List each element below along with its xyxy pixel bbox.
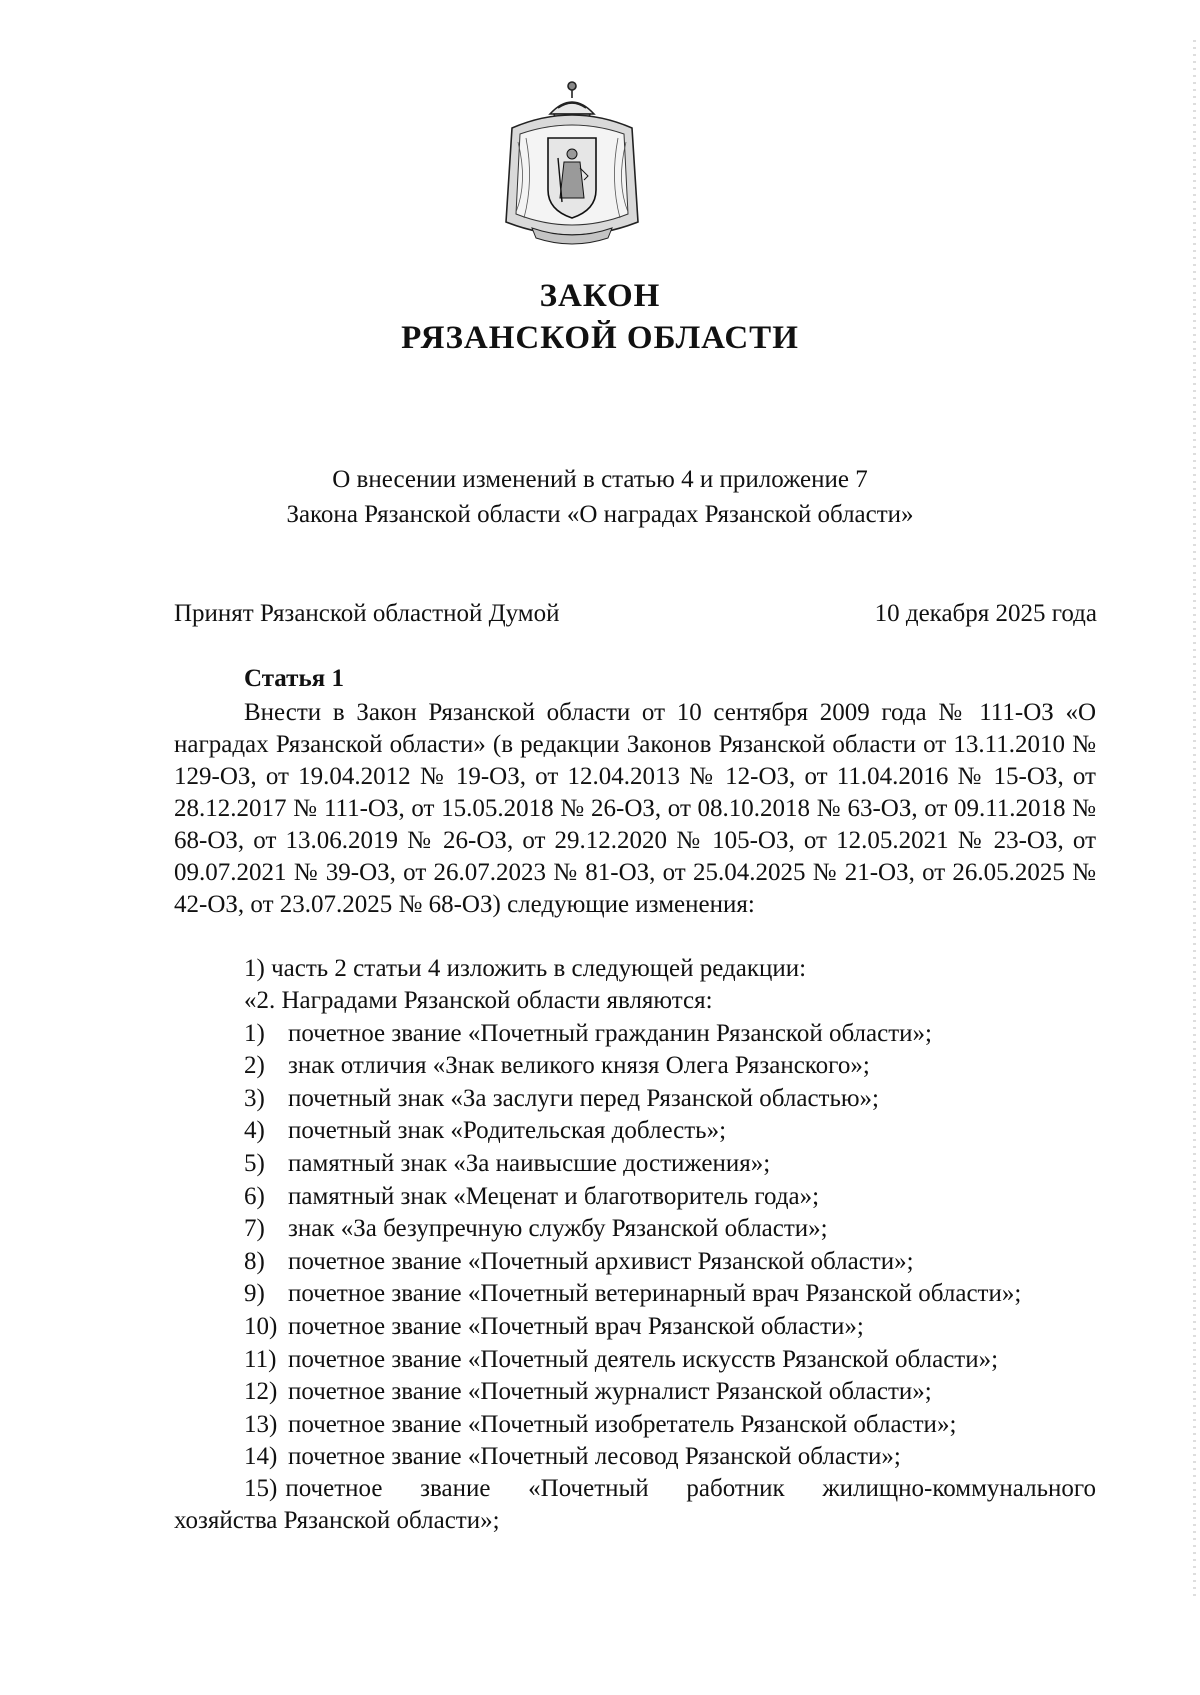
law-title-line-1: ЗАКОН bbox=[539, 278, 661, 314]
award-number: 9) bbox=[244, 1280, 265, 1308]
award-15-first-line bbox=[174, 1473, 1096, 1505]
award-number: 8) bbox=[244, 1247, 265, 1275]
article-intro bbox=[174, 697, 1096, 921]
list-item bbox=[244, 1344, 1021, 1377]
award-15 bbox=[174, 1473, 1096, 1537]
article-title: Статья 1 bbox=[244, 665, 344, 692]
award-number: 3) bbox=[244, 1084, 265, 1112]
award-text: почетное звание «Почетный врач Рязанской области»; bbox=[288, 1312, 864, 1340]
award-text: почетное звание «Почетный изобретатель Рязанской области»; bbox=[288, 1410, 957, 1438]
part-2-heading: «2. Наградами Рязанской области являются: bbox=[244, 987, 713, 1014]
list-item bbox=[244, 1148, 1021, 1181]
award-text: почетный знак «За заслуги перед Рязанской областью»; bbox=[288, 1084, 880, 1112]
award-text: памятный знак «Меценат и благотворитель года»; bbox=[288, 1182, 820, 1210]
award-text: знак «За безупречную службу Рязанской области»; bbox=[288, 1215, 828, 1243]
award-number: 6) bbox=[244, 1182, 265, 1210]
award-text: памятный знак «За наивысшие достижения»; bbox=[288, 1149, 771, 1177]
adoption-date: 10 декабря 2025 года bbox=[874, 600, 1097, 627]
law-subject-line-2: Закона Рязанской области «О наградах Рязанской области» bbox=[286, 501, 914, 528]
coat-of-arms-icon bbox=[498, 72, 646, 250]
award-number: 5) bbox=[244, 1149, 265, 1177]
award-text: почетный знак «Родительская доблесть»; bbox=[288, 1117, 727, 1145]
award-15-line-1: почетное звание «Почетный работник жилищно-коммунального bbox=[285, 1475, 1096, 1502]
award-text: почетное звание «Почетный лесовод Рязанской области»; bbox=[288, 1443, 901, 1471]
list-item bbox=[244, 1083, 1021, 1116]
list-item bbox=[244, 1278, 1021, 1311]
list-item bbox=[244, 1050, 1021, 1083]
award-text: знак отличия «Знак великого князя Олега Рязанского»; bbox=[288, 1052, 870, 1080]
award-number: 1) bbox=[244, 1019, 265, 1047]
list-item bbox=[244, 1115, 1021, 1148]
list-item bbox=[244, 1246, 1021, 1279]
award-text: почетное звание «Почетный деятель искусств Рязанской области»; bbox=[288, 1345, 999, 1373]
list-item bbox=[244, 1441, 1021, 1474]
list-item bbox=[244, 1311, 1021, 1344]
award-number: 15) bbox=[244, 1475, 278, 1502]
article-intro-paragraph: Внести в Закон Рязанской области от 10 сентября 2009 года № 111-ОЗ «О наградах Рязанской области» (в редакции Законов Рязанской области от 13.11.2010 № 129-ОЗ, от 19.04.2012 № 19-ОЗ, от 12.04.2013 № 12-ОЗ, от 11.04.2016 № 15-ОЗ, от 28.12.2017 № 111-ОЗ, от 15.05.2018 № 26-ОЗ, от 08.10.2018 № 63-ОЗ, от 09.11.2018 № 68-ОЗ, от 13.06.2019 № 26-ОЗ, от 29.12.2020 № 105-ОЗ, от 12.05.2021 № 23-ОЗ, от 09.07.2021 № 39-ОЗ, от 26.07.2023 № 81-ОЗ, от 25.04.2025 № 21-ОЗ, от 26.05.2025 № 42-ОЗ, от 23.07.2025 № 68-ОЗ) следующие изменения: bbox=[174, 699, 1096, 918]
award-text: почетное звание «Почетный архивист Рязанской области»; bbox=[288, 1247, 914, 1275]
award-text: почетное звание «Почетный журналист Рязанской области»; bbox=[288, 1378, 932, 1406]
award-number: 7) bbox=[244, 1215, 265, 1243]
change-1-text: 1) часть 2 статьи 4 изложить в следующей редакции: bbox=[244, 955, 807, 982]
law-subject-line-1: О внесении изменений в статью 4 и приложение 7 bbox=[332, 466, 868, 493]
award-text: почетное звание «Почетный ветеринарный врач Рязанской области»; bbox=[288, 1280, 1022, 1308]
list-item bbox=[244, 1409, 1021, 1442]
award-15-line-2: хозяйства Рязанской области»; bbox=[174, 1507, 500, 1534]
law-title-line-2: РЯЗАНСКОЙ ОБЛАСТИ bbox=[401, 320, 799, 356]
list-heading bbox=[244, 985, 1021, 1018]
award-number: 2) bbox=[244, 1052, 265, 1080]
award-number: 12) bbox=[244, 1378, 278, 1406]
amendment-heading bbox=[244, 953, 806, 985]
award-number: 13) bbox=[244, 1410, 278, 1438]
award-text: почетное звание «Почетный гражданин Рязанской области»; bbox=[288, 1019, 932, 1047]
list-item bbox=[244, 1376, 1021, 1409]
awards-list bbox=[244, 985, 1021, 1474]
list-item bbox=[244, 1213, 1021, 1246]
list-item bbox=[244, 1018, 1021, 1051]
award-number: 11) bbox=[244, 1345, 277, 1373]
award-number: 14) bbox=[244, 1443, 278, 1471]
scan-edge-artifact bbox=[1193, 40, 1196, 1600]
list-item bbox=[244, 1181, 1021, 1214]
adopted-by: Принят Рязанской областной Думой bbox=[174, 600, 560, 627]
award-number: 4) bbox=[244, 1117, 265, 1145]
award-number: 10) bbox=[244, 1312, 278, 1340]
